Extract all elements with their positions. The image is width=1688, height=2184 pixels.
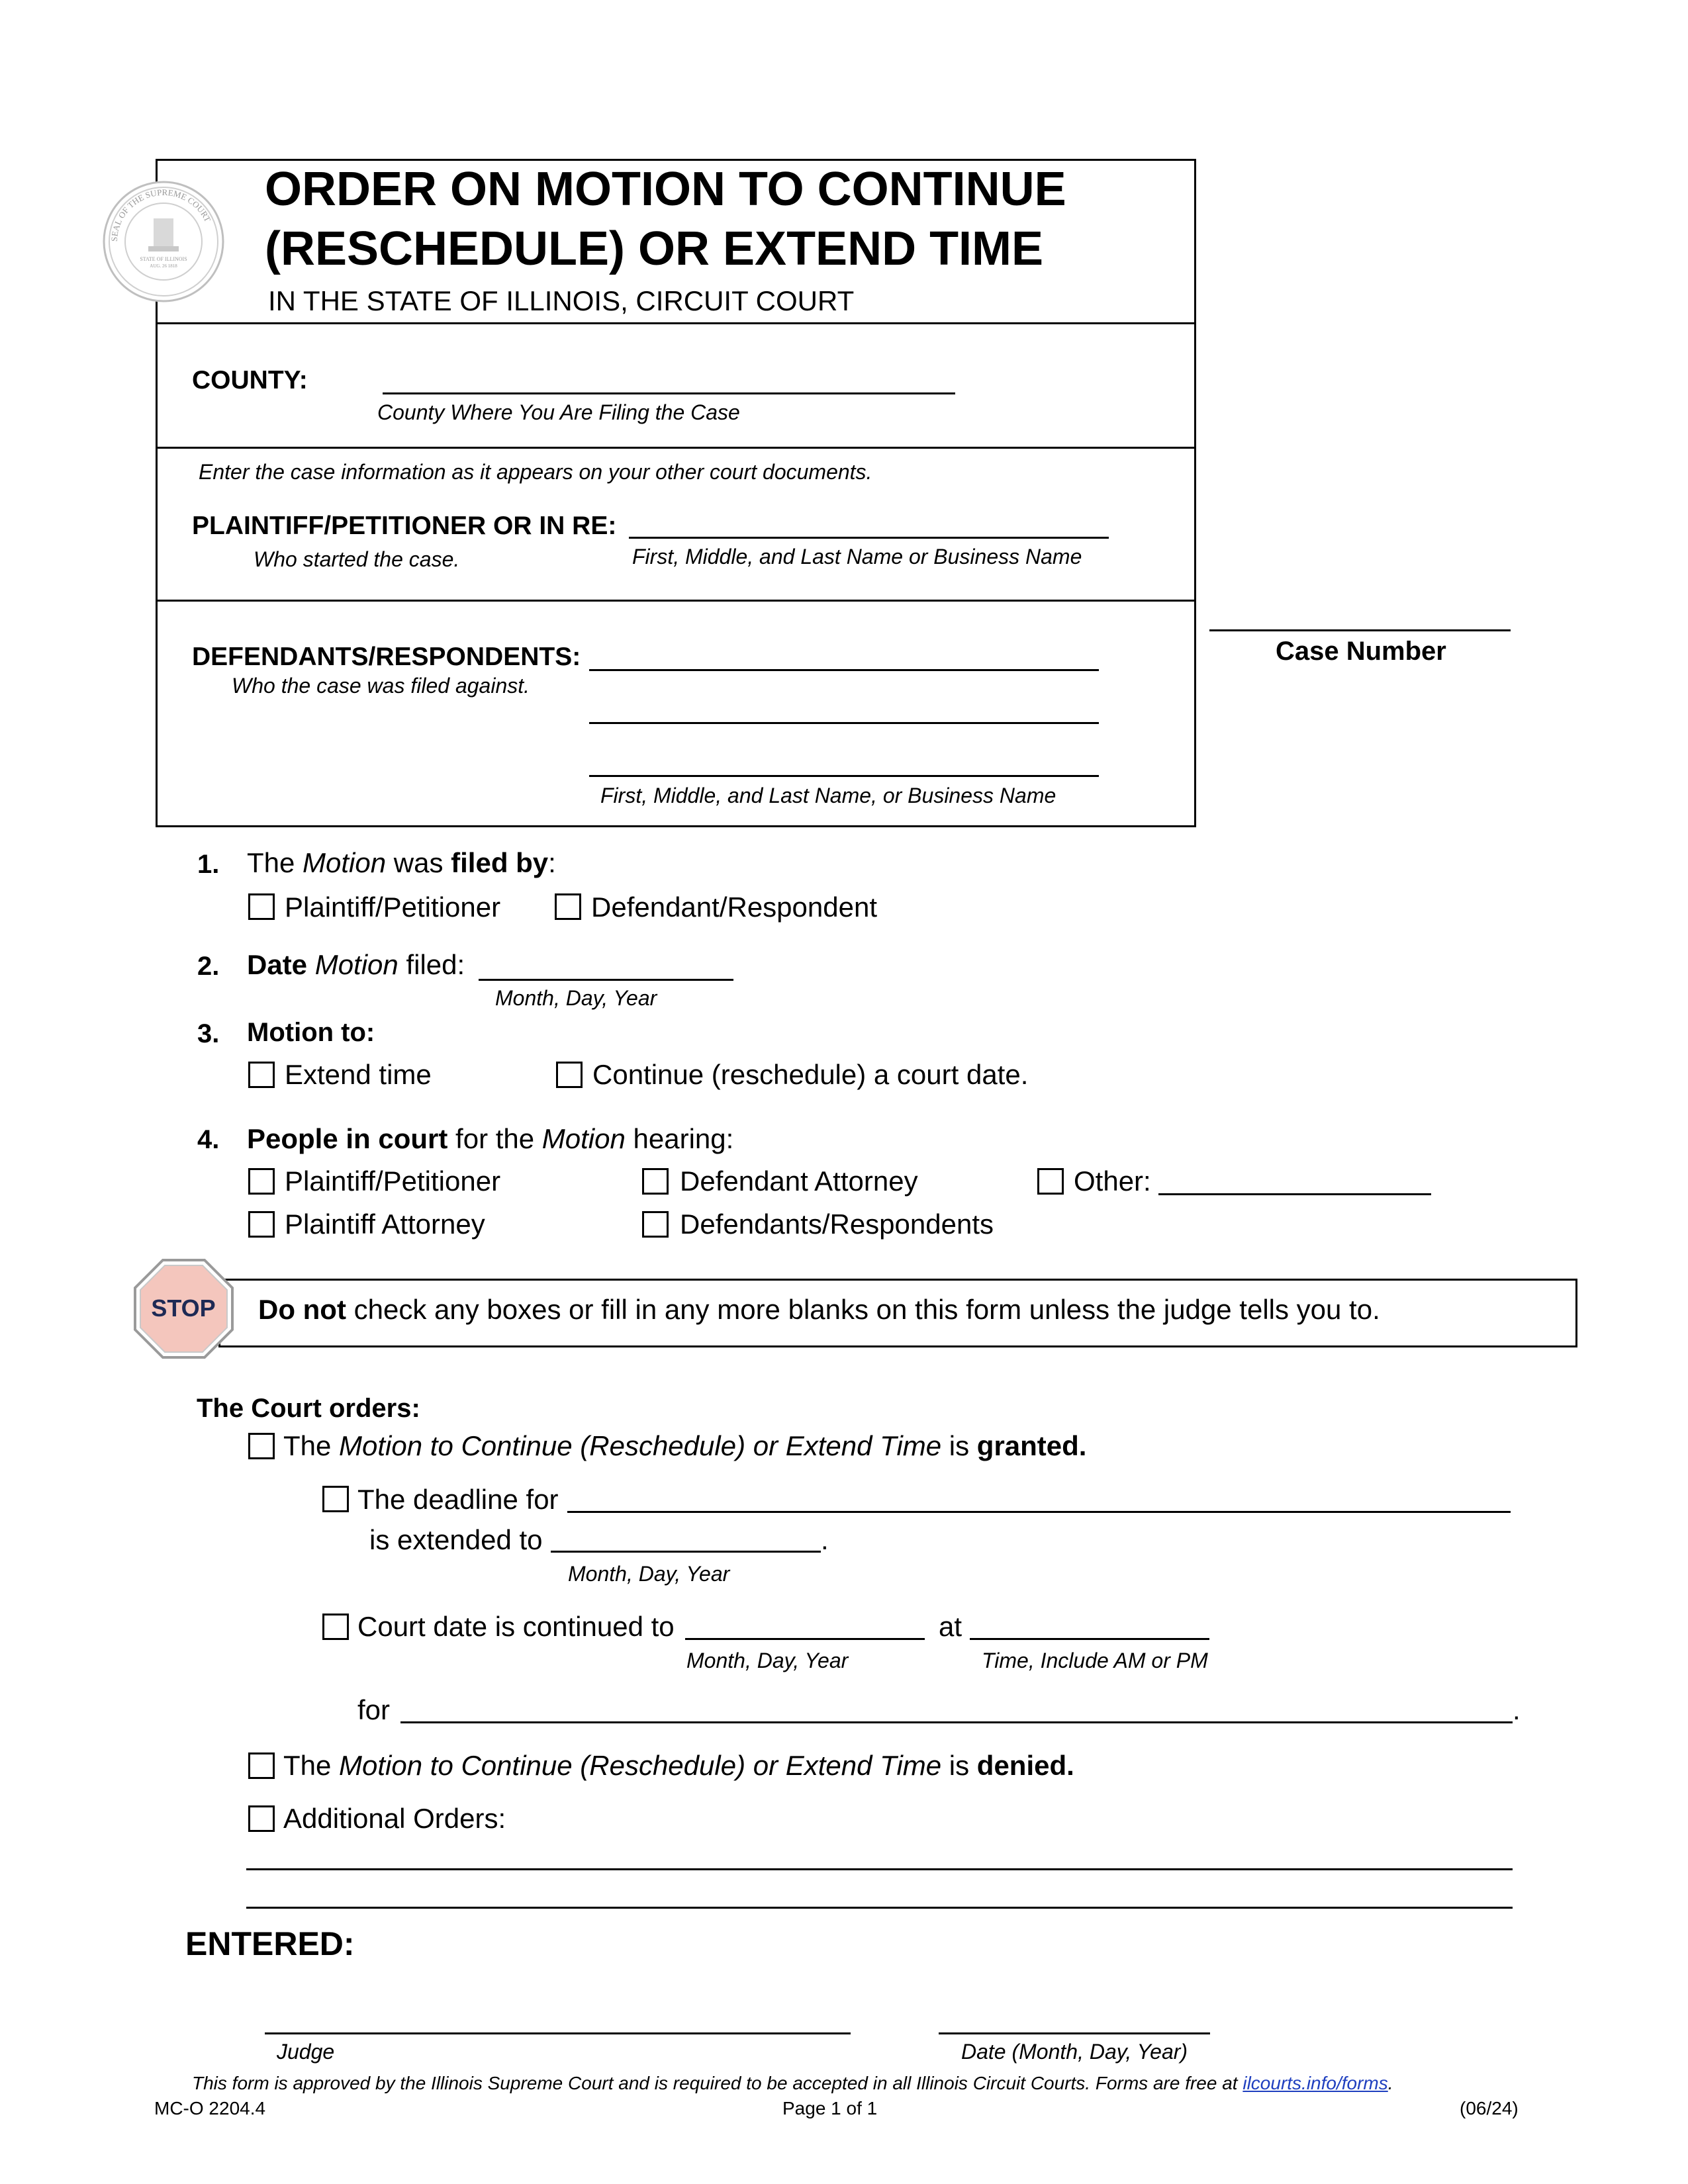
for-label: for — [357, 1694, 391, 1725]
motion-granted-text — [283, 1432, 1086, 1460]
item-1-text-e: : — [548, 847, 556, 878]
motion-extend-time-label: Extend time — [285, 1059, 432, 1090]
item-4-text-c: Motion — [541, 1123, 626, 1154]
footer-notice-text: This form is approved by the Illinois Supreme Court and is required to be accepted in all Illinois Circuit Courts. Forms are free at — [192, 2073, 1243, 2093]
deadline-for-input[interactable] — [567, 1482, 1511, 1513]
court-date-continued-checkbox[interactable] — [322, 1614, 349, 1640]
motion-granted-checkbox[interactable] — [248, 1433, 275, 1459]
item-1-text-b: Motion — [303, 847, 387, 878]
filed-by-defendant-label: Defendant/Respondent — [591, 891, 877, 923]
item-4-question — [247, 1125, 733, 1153]
additional-orders-input-2[interactable] — [246, 1878, 1513, 1909]
motion-continue-label: Continue (reschedule) a court date. — [592, 1059, 1029, 1090]
additional-orders-label: Additional Orders: — [283, 1803, 506, 1834]
stop-badge-text: STOP — [151, 1295, 216, 1322]
continued-date-input[interactable] — [685, 1610, 925, 1640]
seal-inner-text: STATE OF ILLINOIS — [140, 256, 187, 262]
case-info-instruction: Enter the case information as it appears on your other court documents. — [199, 460, 872, 484]
extended-to-period: . — [821, 1524, 829, 1555]
judge-label: Judge — [277, 2040, 335, 2064]
defendant-name-input-1[interactable] — [589, 641, 1099, 671]
for-period: . — [1513, 1694, 1521, 1725]
motion-continue-checkbox[interactable] — [556, 1062, 583, 1088]
item-3-label: Motion to: — [247, 1018, 375, 1047]
defendant-name-input-3[interactable] — [589, 747, 1099, 777]
motion-extend-time-checkbox[interactable] — [248, 1062, 275, 1088]
orders-heading: The Court orders: — [197, 1394, 420, 1423]
extended-to-date-hint: Month, Day, Year — [568, 1562, 730, 1586]
defendant-label: DEFENDANTS/RESPONDENTS: — [192, 643, 581, 671]
item-4-text-a: People in court — [247, 1123, 448, 1154]
granted-text-d: granted. — [976, 1430, 1087, 1461]
divider-plaintiff — [156, 600, 1196, 602]
title-line-1: ORDER ON MOTION TO CONTINUE — [265, 163, 1066, 216]
additional-orders-input-1[interactable] — [246, 1840, 1513, 1870]
court-other-input[interactable] — [1158, 1165, 1431, 1195]
granted-text-b: Motion to Continue (Reschedule) or Extend Time — [339, 1430, 942, 1461]
denied-text-c: is — [941, 1750, 977, 1781]
extended-to-label: is extended to — [369, 1524, 543, 1555]
continued-time-hint: Time, Include AM or PM — [982, 1649, 1208, 1672]
court-other-checkbox[interactable] — [1037, 1168, 1064, 1195]
subtitle: IN THE STATE OF ILLINOIS, CIRCUIT COURT — [268, 285, 855, 316]
deadline-extended-checkbox[interactable] — [322, 1486, 349, 1512]
seal-date-text: AUG. 26 1818 — [150, 263, 177, 269]
granted-text-c: is — [941, 1430, 977, 1461]
filed-by-plaintiff-label: Plaintiff/Petitioner — [285, 891, 501, 923]
footer-notice — [192, 2074, 1393, 2093]
court-plaintiff-checkbox[interactable] — [248, 1168, 275, 1195]
court-plaintiff-attorney-label: Plaintiff Attorney — [285, 1208, 485, 1240]
stop-instruction — [258, 1296, 1380, 1324]
item-4-number: 4. — [197, 1125, 220, 1154]
date-motion-filed-input[interactable] — [479, 950, 733, 981]
page-number: Page 1 of 1 — [782, 2098, 878, 2118]
granted-text-a: The — [283, 1430, 340, 1461]
item-2-text-b: Motion — [307, 949, 399, 980]
extended-to-date-input[interactable] — [551, 1522, 821, 1553]
court-defendants-checkbox[interactable] — [642, 1211, 669, 1238]
item-1-question — [247, 849, 556, 877]
defendant-hint: Who the case was filed against. — [232, 674, 530, 698]
supreme-court-seal-icon — [101, 179, 226, 304]
defendant-name-input-2[interactable] — [589, 694, 1099, 724]
plaintiff-label: PLAINTIFF/PETITIONER OR IN RE: — [192, 512, 617, 540]
item-1-text-a: The — [247, 847, 303, 878]
county-label: COUNTY: — [192, 366, 308, 394]
deadline-for-label: The deadline for — [357, 1484, 559, 1515]
case-number-input[interactable] — [1209, 601, 1511, 631]
item-4-text-b: for the — [447, 1123, 542, 1154]
court-defendant-attorney-checkbox[interactable] — [642, 1168, 669, 1195]
court-plaintiff-label: Plaintiff/Petitioner — [285, 1165, 501, 1197]
item-1-text-c: was — [386, 847, 451, 878]
plaintiff-name-input[interactable] — [629, 508, 1109, 539]
motion-denied-text — [283, 1752, 1074, 1780]
date-motion-filed-hint: Month, Day, Year — [495, 986, 657, 1010]
seal-ring-text: SEAL OF THE SUPREME COURT — [109, 187, 213, 242]
defendant-field-hint: First, Middle, and Last Name, or Business Name — [600, 784, 1056, 807]
entered-date-input[interactable] — [939, 2004, 1210, 2034]
plaintiff-field-hint: First, Middle, and Last Name or Business Name — [632, 545, 1082, 569]
item-2-text-c: filed: — [398, 949, 465, 980]
filed-by-plaintiff-checkbox[interactable] — [248, 893, 275, 920]
stop-text-bold: Do not — [258, 1294, 346, 1325]
continued-date-hint: Month, Day, Year — [686, 1649, 849, 1672]
court-defendants-label: Defendants/Respondents — [680, 1208, 994, 1240]
court-date-continued-label: Court date is continued to — [357, 1611, 675, 1642]
continued-time-input[interactable] — [970, 1610, 1209, 1640]
plaintiff-hint: Who started the case. — [254, 547, 460, 571]
judge-signature-input[interactable] — [265, 2004, 851, 2034]
entered-date-label: Date (Month, Day, Year) — [961, 2040, 1188, 2064]
filed-by-defendant-checkbox[interactable] — [555, 893, 581, 920]
court-other-label: Other: — [1074, 1165, 1151, 1197]
county-hint: County Where You Are Filing the Case — [377, 400, 740, 424]
item-2-number: 2. — [197, 952, 220, 981]
item-4-text-d: hearing: — [625, 1123, 734, 1154]
denied-text-b: Motion to Continue (Reschedule) or Extend Time — [339, 1750, 942, 1781]
item-1-text-d: filed by — [451, 847, 549, 878]
item-2-text-a: Date — [247, 949, 308, 980]
footer-notice-end: . — [1387, 2073, 1393, 2093]
form-version: (06/24) — [1460, 2098, 1519, 2118]
motion-denied-checkbox[interactable] — [248, 1752, 275, 1779]
court-plaintiff-attorney-checkbox[interactable] — [248, 1211, 275, 1238]
county-input[interactable] — [383, 364, 955, 394]
item-1-number: 1. — [197, 850, 220, 879]
court-defendant-attorney-label: Defendant Attorney — [680, 1165, 918, 1197]
item-2-question — [247, 951, 465, 979]
additional-orders-checkbox[interactable] — [248, 1805, 275, 1832]
denied-text-a: The — [283, 1750, 340, 1781]
case-number-label: Case Number — [1276, 637, 1446, 666]
title-line-2: (RESCHEDULE) OR EXTEND TIME — [265, 222, 1044, 275]
denied-text-d: denied. — [976, 1750, 1074, 1781]
item-3-number: 3. — [197, 1019, 220, 1048]
form-id: MC-O 2204.4 — [154, 2098, 266, 2118]
divider-county — [156, 447, 1196, 449]
stop-sign-icon — [132, 1257, 235, 1360]
at-label: at — [939, 1611, 962, 1642]
stop-text-rest: check any boxes or fill in any more blanks on this form unless the judge tells you to. — [346, 1294, 1380, 1325]
entered-label: ENTERED: — [185, 1925, 355, 1962]
forms-link[interactable]: ilcourts.info/forms — [1243, 2073, 1388, 2093]
continued-for-input[interactable] — [400, 1693, 1513, 1723]
